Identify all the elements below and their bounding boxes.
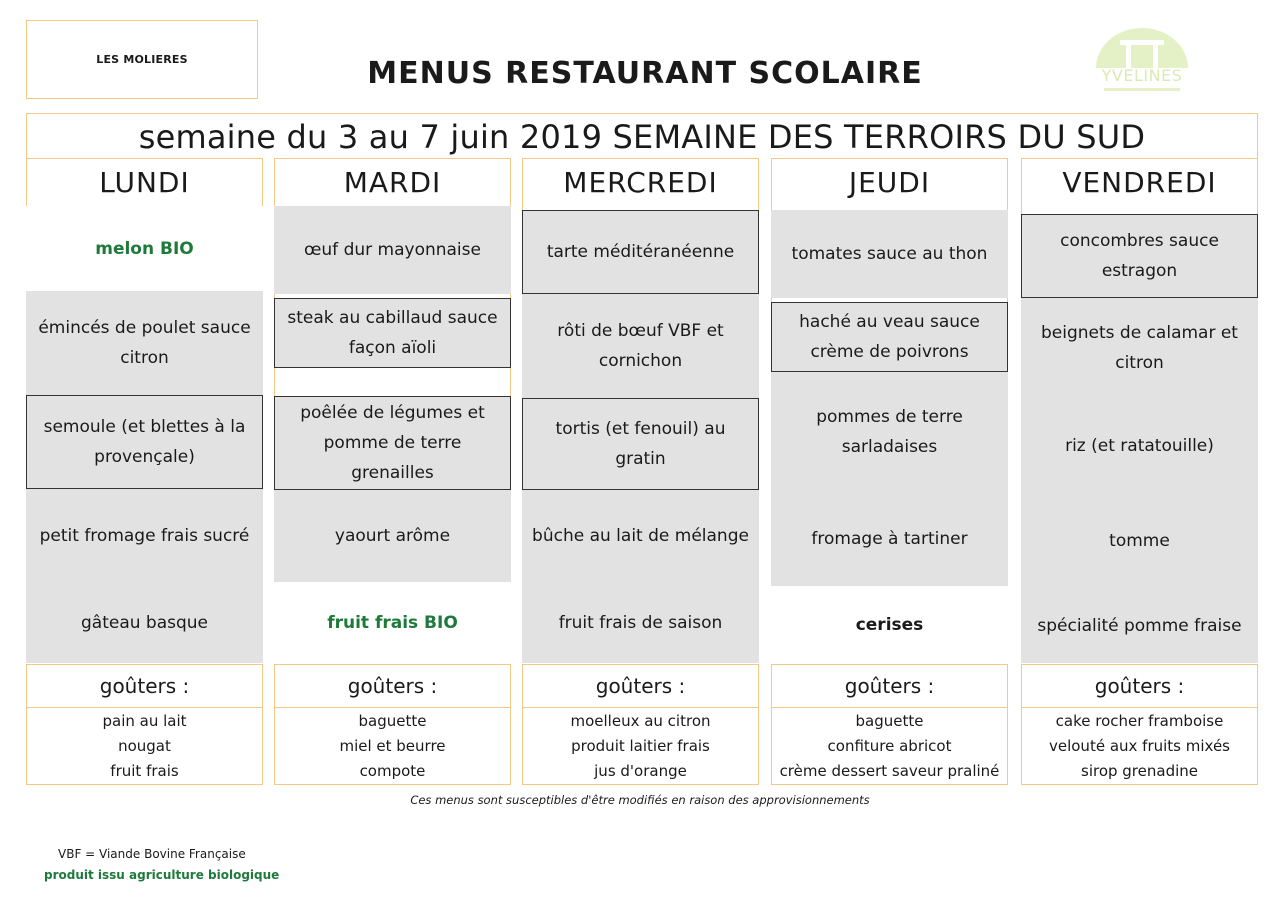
day-header: VENDREDI: [1021, 158, 1258, 206]
dish-side: poêlée de légumes et pomme de terre grenailles: [274, 396, 511, 490]
logo-text: YVELINES: [1101, 66, 1183, 85]
gouters-list: [26, 708, 263, 785]
gouters-list: [522, 708, 759, 785]
dish-dessert: fruit frais BIO: [274, 582, 511, 663]
day-header: MARDI: [274, 158, 511, 206]
dish-main: rôti de bœuf VBF et cornichon: [522, 294, 759, 398]
dish-side: tortis (et fenouil) au gratin: [522, 398, 759, 490]
legend-vbf: VBF = Viande Bovine Française: [58, 847, 246, 861]
gouters-title: goûters :: [274, 664, 511, 708]
dish-main: haché au veau sauce crème de poivrons: [771, 302, 1008, 372]
dish-side: pommes de terre sarladaises: [771, 372, 1008, 492]
gouter-item: baguette: [855, 711, 924, 730]
dish-side: semoule (et blettes à la provençale): [26, 395, 263, 489]
gouter-item: pain au lait: [102, 711, 187, 730]
gouter-item: jus d'orange: [594, 761, 687, 780]
gouters-title: goûters :: [1021, 664, 1258, 708]
gouter-item: moelleux au citron: [570, 711, 711, 730]
dish-main: beignets de calamar et citron: [1021, 298, 1258, 398]
legend-bio: produit issu agriculture biologique: [44, 868, 280, 882]
dish-cheese: yaourt arôme: [274, 490, 511, 582]
day-header: MERCREDI: [522, 158, 759, 206]
dish-dessert: fruit frais de saison: [522, 582, 759, 663]
gouter-item: cake rocher framboise: [1055, 711, 1224, 730]
school-name-box: [26, 20, 258, 99]
gouter-item: miel et beurre: [339, 736, 446, 755]
dish-cheese: bûche au lait de mélange: [522, 490, 759, 582]
gouter-item: confiture abricot: [827, 736, 952, 755]
gouter-item: nougat: [118, 736, 171, 755]
gouters-title: goûters :: [26, 664, 263, 708]
disclaimer: Ces menus sont susceptibles d'être modifiés en raison des approvisionnements: [410, 793, 870, 807]
dish-cheese: petit fromage frais sucré: [26, 489, 263, 582]
dish-main: steak au cabillaud sauce façon aïoli: [274, 298, 511, 368]
dish-starter: tarte méditéranéenne: [522, 210, 759, 294]
gouter-item: produit laitier frais: [571, 736, 710, 755]
dish-cheese: tomme: [1021, 494, 1258, 588]
yvelines-logo: [1090, 22, 1194, 104]
gouter-item: baguette: [358, 711, 427, 730]
day-column-vendredi: [1021, 158, 1258, 785]
dish-main: émincés de poulet sauce citron: [26, 291, 263, 395]
dish-starter: concombres sauce estragon: [1021, 214, 1258, 298]
gouters-title: goûters :: [522, 664, 759, 708]
dish-dessert: gâteau basque: [26, 582, 263, 663]
gouter-item: fruit frais: [110, 761, 179, 780]
dish-starter: œuf dur mayonnaise: [274, 206, 511, 294]
gouters-list: [771, 708, 1008, 785]
day-header: LUNDI: [26, 158, 263, 206]
gouter-item: velouté aux fruits mixés: [1048, 736, 1230, 755]
dish-dessert: cerises: [771, 586, 1008, 663]
dish-dessert: spécialité pomme fraise: [1021, 588, 1258, 663]
day-column-mardi: [274, 158, 511, 785]
dish-side: riz (et ratatouille): [1021, 398, 1258, 494]
page-title: MENUS RESTAURANT SCOLAIRE: [367, 56, 923, 91]
gouter-item: crème dessert saveur praliné: [779, 761, 1000, 780]
dish-starter: melon BIO: [26, 206, 263, 291]
dish-starter: tomates sauce au thon: [771, 210, 1008, 298]
gouter-item: sirop grenadine: [1081, 761, 1198, 780]
day-column-jeudi: [771, 158, 1008, 785]
day-column-lundi: [26, 158, 263, 785]
gouters-list: [274, 708, 511, 785]
day-header: JEUDI: [771, 158, 1008, 206]
gouters-list: [1021, 708, 1258, 785]
school-name: LES MOLIERES: [96, 53, 188, 66]
gouter-item: compote: [359, 761, 426, 780]
gouters-title: goûters :: [771, 664, 1008, 708]
day-column-mercredi: [522, 158, 759, 785]
dish-cheese: fromage à tartiner: [771, 492, 1008, 586]
week-title: semaine du 3 au 7 juin 2019 SEMAINE DES TERROIRS DU SUD: [138, 118, 1146, 156]
